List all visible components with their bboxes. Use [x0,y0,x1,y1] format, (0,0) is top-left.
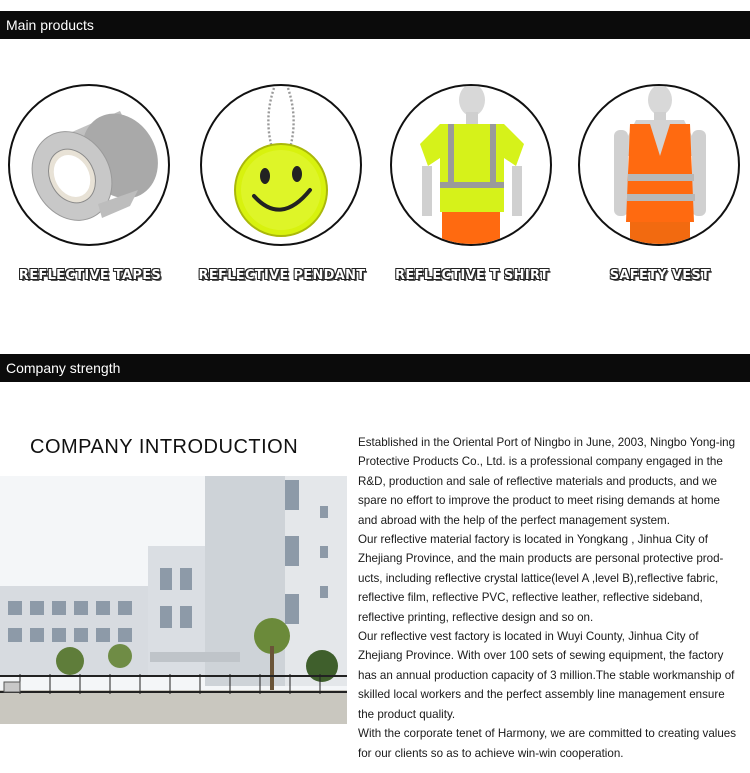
safety-vest-mannequin-icon [580,86,738,244]
product-label[interactable]: REFLECTIVE T SHIRT [395,268,549,283]
product-label[interactable]: SAFETY VEST [609,268,711,283]
product-card-reflective-tapes[interactable] [8,84,172,304]
main-products-header [0,11,750,39]
product-image-frame[interactable] [578,84,740,246]
product-image-frame[interactable] [200,84,362,246]
description-paragraph: Our reflective vest factory is located in Wuyi County, Jinhua City of Zhejiang Province. With over 100 sets of sewing equipment, the factory has an annual production capacity of 3 million.The stable workmanship of skilled local workers and the perfect assembly line management ensure the product quality. [358,630,735,721]
product-image-frame[interactable] [390,84,552,246]
product-image-frame[interactable] [8,84,170,246]
company-strength-header [0,354,750,382]
company-strength-heading: Company strength [6,360,121,376]
main-products-heading: Main products [6,17,94,33]
product-label[interactable]: REFLECTIVE TAPES [18,268,162,283]
description-paragraph: With the corporate tenet of Harmony, we are committed to creating values for our clients so as to achieve win-win cooperation. [358,727,737,760]
company-introduction-title: COMPANY INTRODUCTION [30,436,299,458]
tape-roll-icon [10,86,168,244]
product-label[interactable]: REFLECTIVE PENDANT [198,268,366,283]
smiley-pendant-icon [202,86,360,244]
description-paragraph: Our reflective material factory is located in Yongkang , Jinhua City of Zhejiang Province, and the main products are personal protective prod-ucts, including reflective crystal lattice(level A ,level B),reflective fabric, reflective film, reflective PVC, reflective leather, reflective sideband, reflective printing, reflective design and so on. [358,533,724,624]
product-card-reflective-pendant[interactable] [200,84,364,304]
factory-building-icon [0,476,347,724]
product-card-safety-vest[interactable] [578,84,742,304]
factory-building-photo [0,476,347,724]
product-card-reflective-t-shirt[interactable] [390,84,554,304]
description-paragraph: Established in the Oriental Port of Ningbo in June, 2003, Ningbo Yong-ing Protective Products Co., Ltd. is a professional company engaged in the R&D, production and sale of reflective materials and products, and we spare no effort to improve the product to meet rising demands at home and abroad with the help of the perfect management system. [358,436,736,527]
company-description [358,433,742,763]
t-shirt-mannequin-icon [392,86,550,244]
